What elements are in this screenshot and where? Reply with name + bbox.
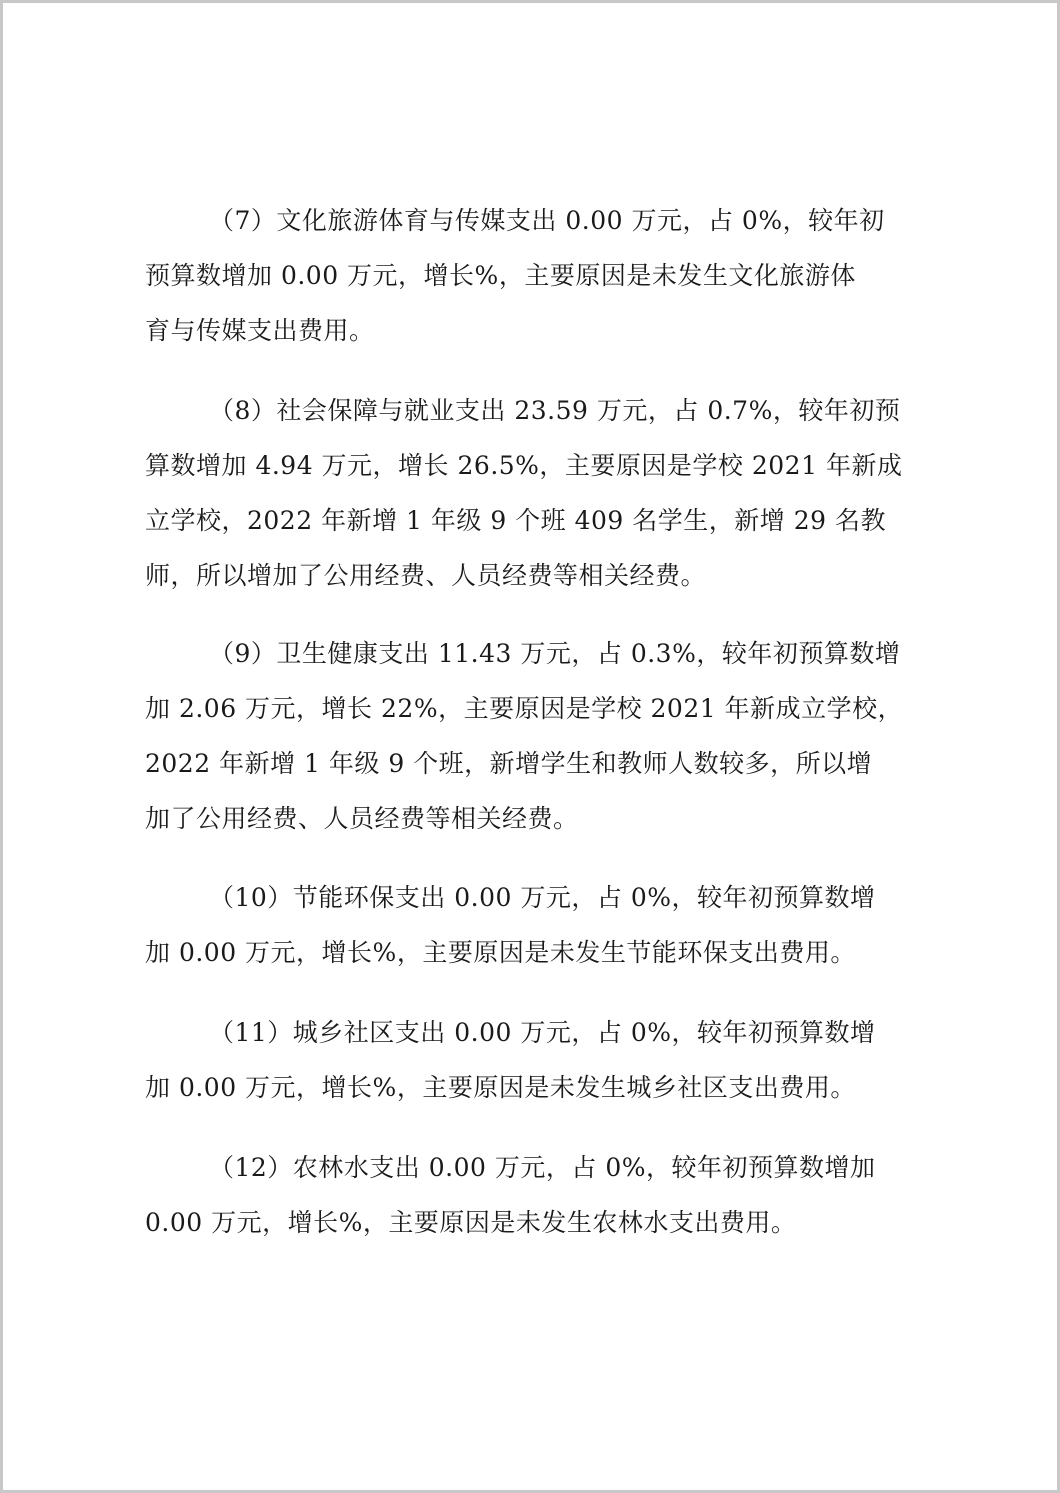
paragraph-line: （10）节能环保支出 0.00 万元，占 0%，较年初预算数增 [209, 883, 876, 912]
paragraph-line: 加 2.06 万元，增长 22%，主要原因是学校 2021 年新成立学校， [145, 694, 904, 723]
paragraph-culture-tourism-sports-media [145, 193, 945, 358]
paragraph-line: 师，所以增加了公用经费、人员经费等相关经费。 [145, 561, 707, 590]
paragraph-line: 育与传媒支出费用。 [145, 316, 375, 345]
paragraph-line: 立学校，2022 年新增 1 年级 9 个班 409 名学生，新增 29 名教 [145, 506, 886, 535]
paragraph-urban-rural-community [145, 1005, 945, 1115]
paragraph-health [145, 626, 945, 846]
paragraph-line: （7）文化旅游体育与传媒支出 0.00 万元，占 0%，较年初 [209, 206, 885, 235]
paragraph-line: 预算数增加 0.00 万元，增长%，主要原因是未发生文化旅游体 [145, 261, 856, 290]
paragraph-line: （11）城乡社区支出 0.00 万元，占 0%，较年初预算数增 [209, 1018, 876, 1047]
paragraph-line: 2022 年新增 1 年级 9 个班，新增学生和教师人数较多，所以增 [145, 749, 873, 778]
paragraph-line: （12）农林水支出 0.00 万元，占 0%，较年初预算数增加 [209, 1153, 876, 1182]
paragraph-energy-environment [145, 870, 945, 980]
paragraph-social-security-employment [145, 383, 945, 603]
paragraph-line: 算数增加 4.94 万元，增长 26.5%，主要原因是学校 2021 年新成 [145, 451, 903, 480]
paragraph-agriculture-forestry-water [145, 1140, 945, 1250]
paragraph-line: （9）卫生健康支出 11.43 万元，占 0.3%，较年初预算数增 [209, 639, 901, 668]
paragraph-line: 加了公用经费、人员经费等相关经费。 [145, 804, 579, 833]
paragraph-line: 加 0.00 万元，增长%，主要原因是未发生节能环保支出费用。 [145, 938, 856, 967]
paragraph-line: 加 0.00 万元，增长%，主要原因是未发生城乡社区支出费用。 [145, 1073, 856, 1102]
paragraph-line: 0.00 万元，增长%，主要原因是未发生农林水支出费用。 [145, 1208, 797, 1237]
paragraph-line: （8）社会保障与就业支出 23.59 万元，占 0.7%，较年初预 [209, 396, 901, 425]
